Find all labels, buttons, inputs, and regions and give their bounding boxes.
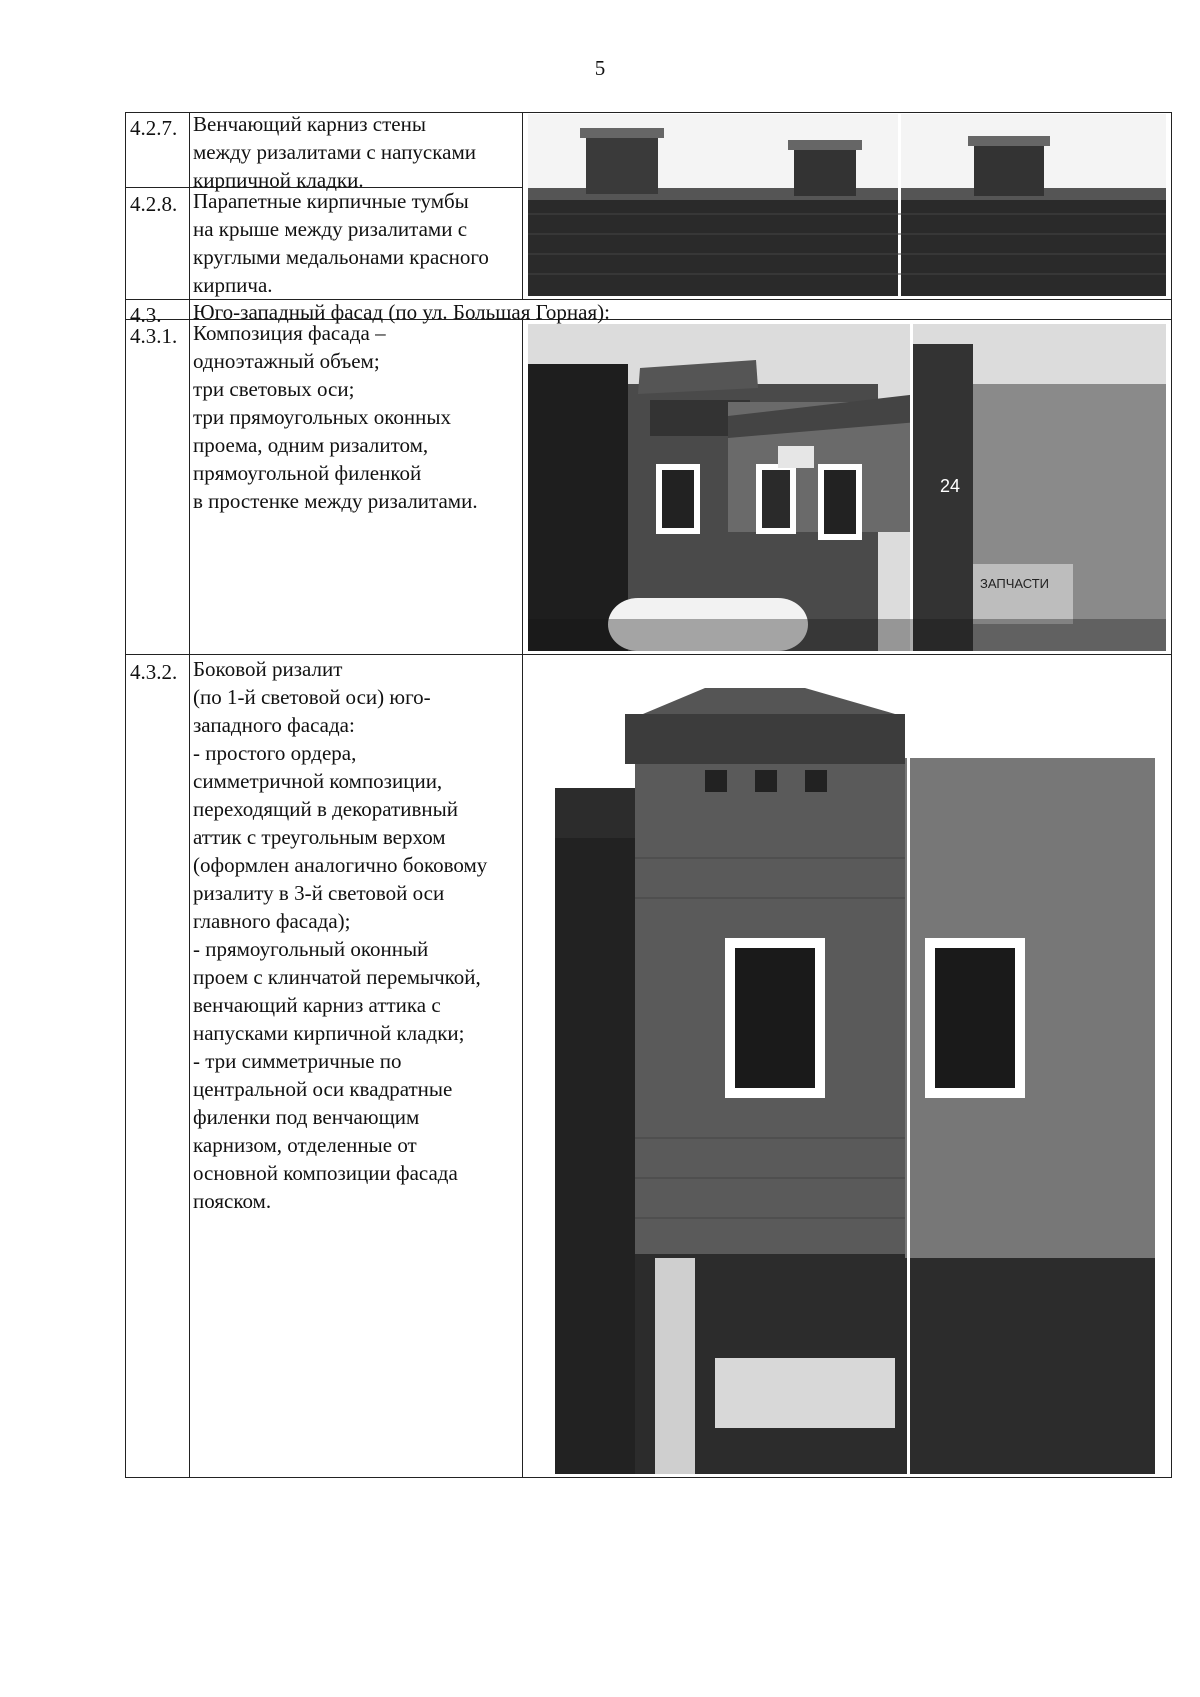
- table-border-bottom: [125, 1477, 1172, 1478]
- table-border-left: [125, 112, 126, 1478]
- table-border-right: [1171, 112, 1172, 1478]
- attributes-table: [125, 112, 1172, 1478]
- row-text: Парапетные кирпичные тумбы на крыше между ризалитами с круглыми медальонами красного кирпича.: [193, 189, 489, 297]
- column-divider-num: [189, 112, 190, 1478]
- page-number: 5: [594, 56, 606, 80]
- row-number: 4.2.8.: [130, 192, 178, 216]
- row-number: 4.3.2.: [130, 660, 178, 684]
- row-text: Композиция фасада – одноэтажный объем; три световых оси; три прямоугольных оконных проема, одним ризалитом, прямоугольной филенкой в простенке между ризалитами.: [193, 321, 478, 513]
- row-text: Венчающий карниз стены между ризалитами с напусками кирпичной кладки.: [193, 112, 476, 192]
- row-text: Боковой ризалит (по 1-й световой оси) юго- западного фасада: - простого ордера, симметричной композиции, переходящий в декоративный аттик с треугольным верхом (оформлен аналогично боковому ризалиту в 3-й световой оси главного фасада); - прямоугольный оконный проем с клинчатой перемычкой, венчающий карниз аттика с напусками кирпичной кладки; - три симметричные по центральной оси квадратные филенки под венчающим карнизом, отделенные от основной композиции фасада пояском.: [193, 657, 488, 1213]
- side-risalit-photo: [555, 658, 1155, 1474]
- row-number: 4.2.7.: [130, 116, 178, 140]
- section-heading: Юго-западный фасад (по ул. Большая Горная):: [193, 300, 610, 324]
- column-divider-photo-a: [522, 112, 523, 300]
- southwest-facade-photo: [528, 324, 1166, 651]
- row-number: 4.3.: [130, 303, 162, 327]
- column-divider-photo-b: [522, 319, 523, 1478]
- row-number: 4.3.1.: [130, 324, 178, 348]
- shop-sign: ЗАПЧАСТИ: [980, 576, 1050, 591]
- house-number-sign: 24: [940, 476, 961, 496]
- cornice-parapet-photo: [528, 114, 1166, 296]
